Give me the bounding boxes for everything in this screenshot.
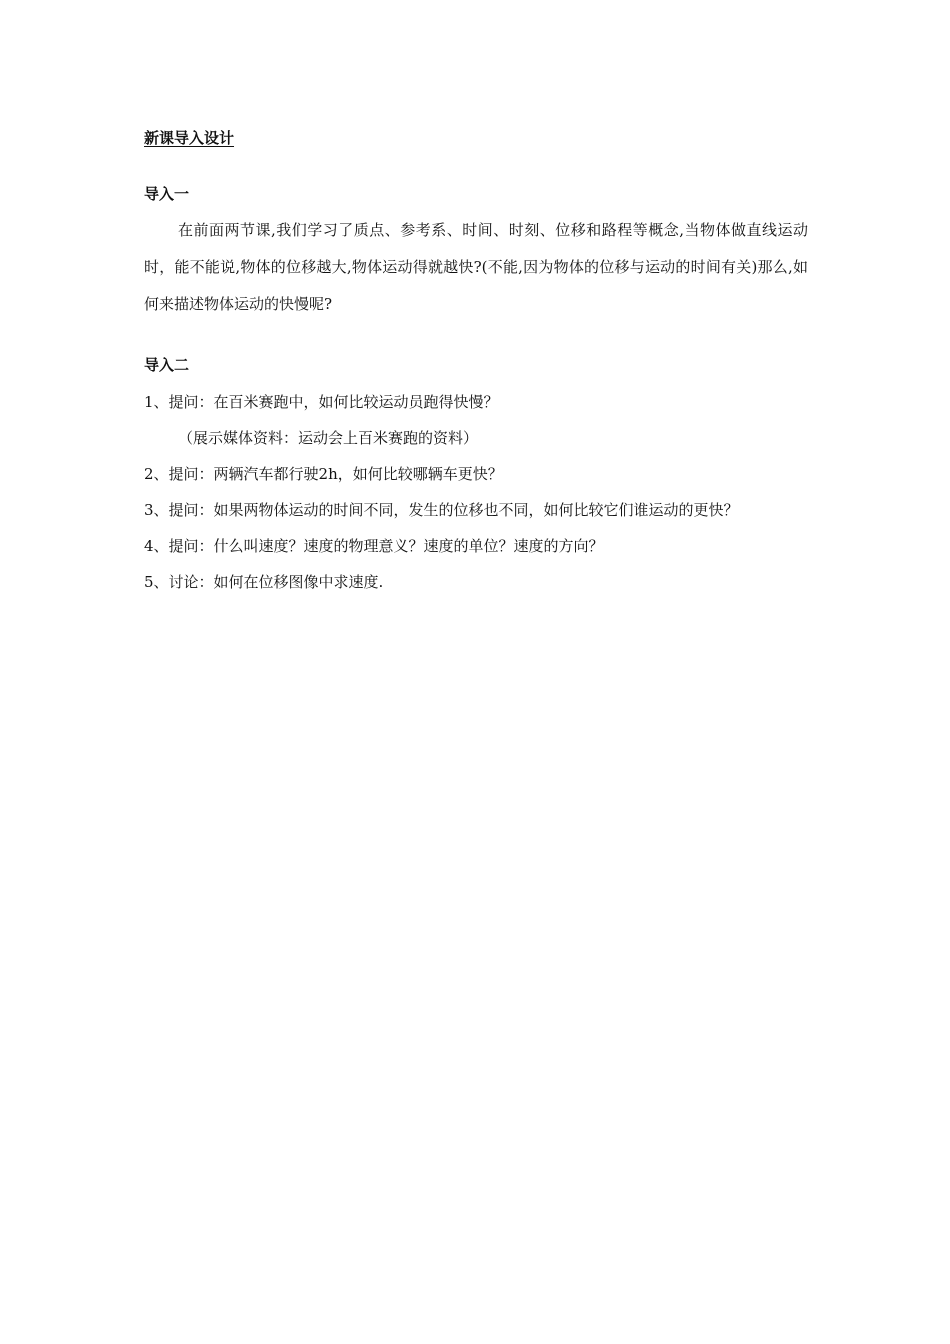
list-item: 5、讨论：如何在位移图像中求速度. [144,573,384,591]
document-title: 新课导入设计 [144,129,235,147]
list-item: 2、提问：两辆汽车都行驶2h，如何比较哪辆车更快？ [144,465,503,483]
intro-one-paragraph: 在前面两节课,我们学习了质点、参考系、时间、时刻、位移和路程等概念,当物体做直线运动时，能不能说,物体的位移越大,物体运动得就越快?(不能,因为物体的位移与运动的时间有关)那么,如何来描述物体运动的快慢呢? [144,221,808,313]
list-item-media-note: （展示媒体资料：运动会上百米赛跑的资料） [178,429,479,447]
section-heading-intro-two: 导入二 [144,356,190,374]
list-item: 3、提问：如果两物体运动的时间不同，发生的位移也不同，如何比较它们谁运动的更快？ [144,501,739,519]
list-item: 4、提问：什么叫速度？速度的物理意义？速度的单位？速度的方向？ [144,537,604,555]
section-heading-intro-one: 导入一 [144,185,190,203]
intro-two-question-list [144,384,824,600]
list-item: 1、提问：在百米赛跑中，如何比较运动员跑得快慢？ [144,393,499,411]
